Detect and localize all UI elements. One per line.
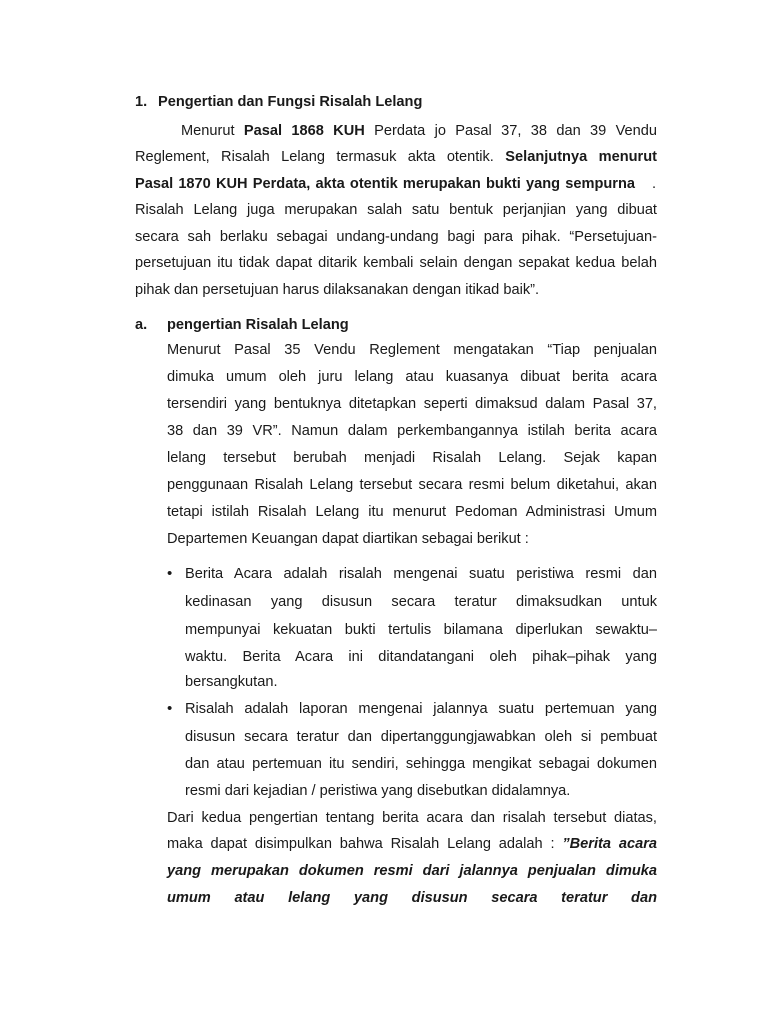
paragraph-line: secara sah berlaku sebagai undang-undang bagi para pihak. “Persetujuan- [135,229,657,245]
paragraph-line: dimuka umum oleh juru lelang atau kuasanya dibuat berita acara [167,369,657,385]
section-heading: Pengertian dan Fungsi Risalah Lelang [158,94,423,110]
paragraph-line: Risalah Lelang juga merupakan salah satu bentuk perjanjian yang dibuat [135,202,657,218]
paragraph-line: lelang tersebut berubah menjadi Risalah Lelang. Sejak kapan [167,450,657,466]
paragraph-line: Menurut Pasal 35 Vendu Reglement mengatakan “Tiap penjualan [167,342,657,358]
paragraph-line: Dari kedua pengertian tentang berita acara dan risalah tersebut diatas, [167,810,657,826]
section-number: 1. [135,94,148,110]
paragraph-line: pihak dan persetujuan harus dilaksanakan dengan itikad baik”. [135,282,540,298]
period-mark: . [652,176,657,192]
bullet-line: mempunyai kekuatan bukti tertulis bilamana diperlukan sewaktu– [185,622,657,638]
bullet-line: waktu. Berita Acara ini ditandatangani oleh pihak–pihak yang [185,649,657,665]
bullet-icon: • [167,565,173,582]
bullet-line: bersangkutan. [185,674,278,690]
paragraph-line: Reglement, Risalah Lelang termasuk akta otentik. Selanjutnya menurut [135,149,658,165]
paragraph-line: yang merupakan dokumen resmi dari jalannya penjualan dimuka [167,863,657,879]
paragraph-line: umum atau lelang yang disusun secara teratur dan [167,890,657,906]
paragraph-line: penggunaan Risalah Lelang tersebut secara resmi belum diketahui, akan [167,477,657,493]
paragraph-line: 38 dan 39 VR”. Namun dalam perkembangannya istilah berita acara [167,423,657,439]
paragraph-line: Pasal 1870 KUH Perdata, akta otentik merupakan bukti yang sempurna [135,176,635,192]
bullet-icon: • [167,700,173,717]
paragraph-line: tersendiri yang bentuknya ditetapkan seperti dimaksud dalam Pasal 37, [167,396,657,412]
bullet-line: Risalah adalah laporan mengenai jalannya suatu pertemuan yang [185,701,657,717]
subsection-heading: pengertian Risalah Lelang [167,317,349,333]
bullet-line: dan atau pertemuan itu sendiri, sehingga mengikat sebagai dokumen [185,756,657,772]
bullet-line: resmi dari kejadian / peristiwa yang disebutkan didalamnya. [185,783,571,799]
paragraph-line: Departemen Keuangan dapat diartikan sebagai berikut : [167,531,529,547]
bullet-line: kedinasan yang disusun secara teratur dimaksudkan untuk [185,594,657,610]
bullet-line: disusun secara teratur dan dipertanggungjawabkan oleh si pembuat [185,729,657,745]
paragraph-line: Menurut Pasal 1868 KUH Perdata jo Pasal 37, 38 dan 39 Vendu [181,123,657,139]
paragraph-line: maka dapat disimpulkan bahwa Risalah Lelang adalah : ”Berita acara [167,836,657,852]
paragraph-line: persetujuan itu tidak dapat ditarik kembali selain dengan sepakat kedua belah [135,255,657,271]
paragraph-line: tetapi istilah Risalah Lelang itu menurut Pedoman Administrasi Umum [167,504,657,520]
subsection-label: a. [135,317,148,333]
bullet-line: Berita Acara adalah risalah mengenai suatu peristiwa resmi dan [185,566,657,582]
